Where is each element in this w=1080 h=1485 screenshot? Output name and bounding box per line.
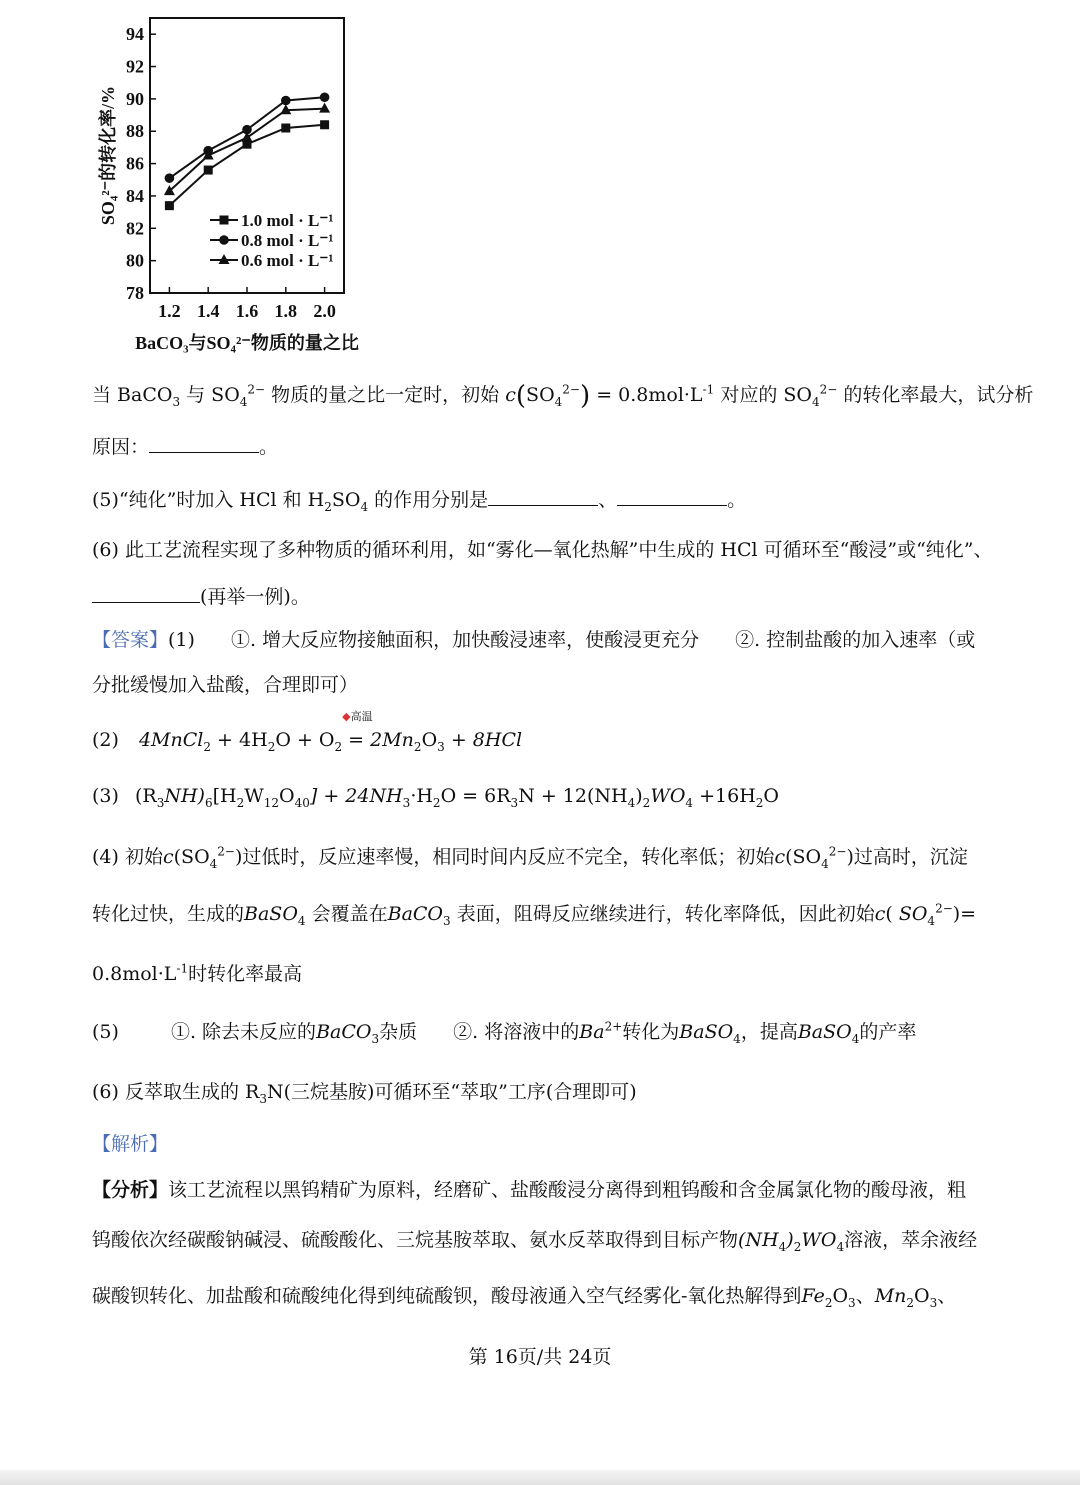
data-point-circle [320, 92, 330, 102]
reaction-condition: ◆高温 = [342, 710, 373, 751]
data-point-circle [219, 235, 229, 245]
answer-3: (3) $(R_3NH)_6[H_2W_{12}O_{40}] + 24NH_3\cdot H_2O = 6R_3N + 12(NH_4)_2WO_4 +16H_2O$ [92, 785, 779, 810]
analysis-tag: 【解析】 [92, 1133, 169, 1155]
y-tick-label: 86 [126, 153, 144, 174]
y-tick-label: 92 [126, 56, 144, 77]
data-point-square [281, 124, 290, 133]
answer-1-line2: 分批缓慢加入盐酸，合理即可） [92, 674, 359, 696]
page-footer: 第 16页/共 24页 [468, 1346, 612, 1368]
analysis-line2: 钨酸依次经碳酸钠碱浸、硫酸酸化、三烷基胺萃取、氨水反萃取得到目标产物$(NH_4)_2WO_4$溶液，萃余液经 [92, 1229, 978, 1254]
y-tick-label: 80 [126, 250, 144, 271]
y-tick-label: 88 [126, 121, 144, 142]
answer-blank[interactable] [92, 584, 200, 603]
answer-4-line1: (4) 初始$c(SO_4^{2-})$过低时，反应速率慢，相同时间内反应不完全，转化率低；初始$c(SO_4^{2-})$过高时，沉淀 [92, 844, 968, 871]
answer-4-line2: 转化过快，生成的BaSO$_4$ 会覆盖在BaCO$_3$ 表面，阻碍反应继续进行，转化率降低，因此初始c( $SO_4^{2-})=$ [92, 901, 977, 928]
answer-blank[interactable] [488, 487, 598, 506]
answer-blank[interactable] [617, 487, 727, 506]
answer-1-line1: 【答案】(1) ①. 增大反应物接触面积，加快酸浸速率，使酸浸更充分 ②. 控制盐酸的加入速率（或 [92, 629, 976, 651]
conversion-rate-chart [80, 10, 380, 355]
data-point-circle [165, 173, 175, 183]
series-line [169, 109, 324, 192]
data-point-triangle [242, 132, 253, 142]
data-point-triangle [319, 103, 330, 113]
y-axis-label: SO₄²⁻的转化率/% [98, 85, 118, 226]
y-tick-label: 78 [126, 283, 144, 303]
answer-2: (2) 4MnCl$_2$ + $4H_2O + O_2$ ◆高温 = $2Mn_2O_3 + 8HCl$ [92, 710, 523, 754]
question-6-line2: (再举一例)。 [92, 584, 1032, 610]
legend-label: 0.8 mol · L⁻¹ [241, 231, 334, 250]
data-point-square [220, 216, 229, 225]
x-tick-label: 1.2 [158, 301, 181, 321]
x-tick-label: 2.0 [313, 301, 336, 321]
y-tick-label: 82 [126, 218, 144, 239]
answer-5: (5) ①. 除去未反应的BaCO$_3$杂质 ②. 将溶液中的$Ba^{2+}$转化为BaSO$_4$，提高BaSO$_4$的产率 [92, 1019, 917, 1046]
answer-6: (6) 反萃取生成的 $R_3N$(三烷基胺)可循环至“萃取”工序(合理即可) [92, 1081, 637, 1106]
data-point-square [320, 120, 329, 129]
analysis-line1: 【分析】该工艺流程以黑钨精矿为原料，经磨矿、盐酸酸浸分离得到粗钨酸和含金属氯化物的酸母液，粗 [92, 1179, 967, 1201]
x-axis-label: BaCO₃与SO₄²⁻物质的量之比 [135, 333, 359, 353]
question-4-line2: 原因： 。 [92, 436, 279, 458]
question-6-line1: (6) 此工艺流程实现了多种物质的循环利用，如“雾化—氧化热解”中生成的 HCl 可循环至“酸浸”或“纯化”、 [92, 539, 993, 561]
data-point-square [204, 166, 213, 175]
answer-tag: 【答案】 [92, 629, 169, 651]
legend-label: 0.6 mol · L⁻¹ [241, 251, 334, 270]
x-tick-label: 1.8 [274, 301, 298, 321]
question-5: (5)“纯化”时加入 HCl 和 $H_2SO_4$ 的作用分别是 、 。 [92, 489, 747, 514]
scan-edge [0, 1470, 1080, 1485]
data-point-circle [281, 96, 291, 106]
answer-4-line3: $0.8mol\cdot L^{-1}$时转化率最高 [92, 961, 303, 985]
data-point-square [165, 201, 174, 210]
x-tick-label: 1.6 [235, 301, 259, 321]
x-tick-label: 1.4 [196, 301, 220, 321]
y-tick-label: 90 [126, 88, 144, 109]
legend-label: 1.0 mol · L⁻¹ [241, 211, 334, 230]
answer-blank[interactable] [149, 434, 259, 453]
question-4-line1: 当 BaCO$_3$ 与 $SO_4^{2-}$ 物质的量之比一定时，初始 $c(SO_4^{2-}) = 0.8mol\cdot L^{-1}$ 对应的 $SO_4^{2-}$ 的转化率最大，试分析 [92, 381, 1034, 411]
analysis-line3: 碳酸钡转化、加盐酸和硫酸纯化得到纯硫酸钡，酸母液通入空气经雾化-氧化热解得到$Fe_2O_3$、$Mn_2O_3$、 [92, 1285, 957, 1310]
y-tick-label: 84 [126, 185, 144, 206]
y-tick-label: 94 [126, 24, 144, 45]
